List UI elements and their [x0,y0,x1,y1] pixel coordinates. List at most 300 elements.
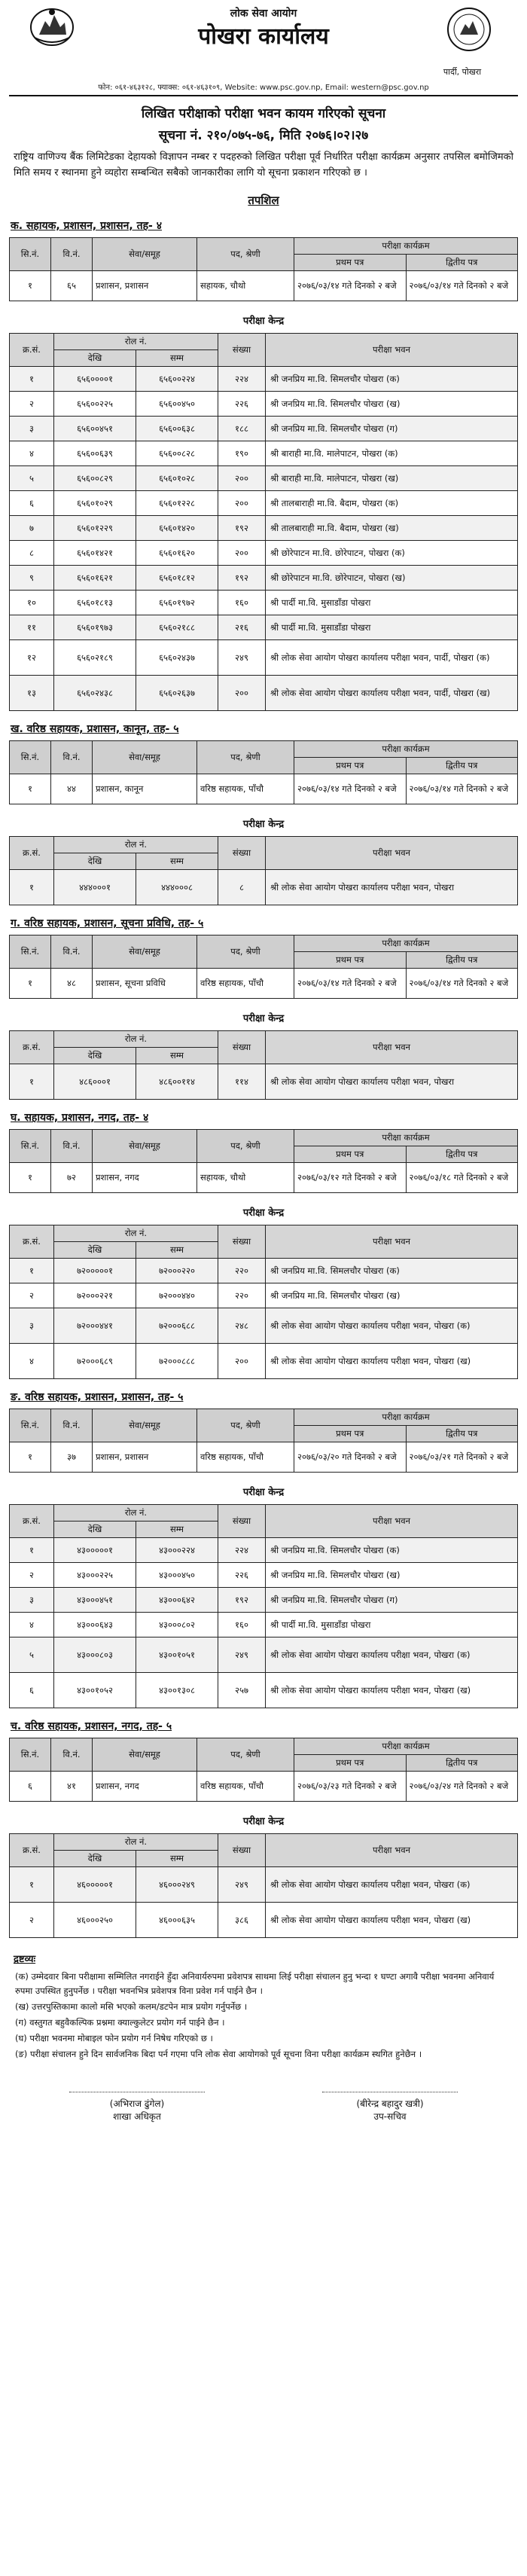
roll-to: ७२०००६८८ [136,1308,218,1344]
header-hall: परीक्षा भवन [266,1505,518,1538]
centre-sn: ८ [10,541,54,566]
header-count: संख्या [218,1031,266,1064]
program-advt: ६५ [51,271,93,301]
exam-hall: श्री जनप्रिय मा.वि. सिमलचौर पोखरा (क) [266,1259,518,1283]
header-program: परीक्षा कार्यक्रम [294,238,518,255]
roll-from: ६५६०१८१३ [54,591,136,615]
header-roll: रोल नं. [54,1031,218,1048]
roll-from: ४३०००८०३ [54,1637,136,1673]
candidate-count: १८८ [218,417,266,441]
header-service: सेवा/समूह [93,1738,197,1772]
header-first-paper: प्रथम पत्र [294,1426,407,1442]
roll-to: ६५६००६३८ [136,417,218,441]
exam-hall: श्री लोक सेवा आयोग पोखरा कार्यालय परीक्षा भवन, पोखरा (क) [266,1308,518,1344]
candidate-count: १९२ [218,1588,266,1613]
candidate-count: ३८६ [218,1903,266,1938]
header-hall: परीक्षा भवन [266,334,518,367]
header-second-paper: द्वितीय पत्र [406,758,518,774]
program-sn: ६ [10,1772,51,1802]
exam-program-table [9,1129,518,1193]
header-hall: परीक्षा भवन [266,1225,518,1259]
centre-sn: १० [10,591,54,615]
roll-from: ४३०००२२५ [54,1563,136,1588]
program-first-paper-date: २०७६/०३/२० गते दिनको २ बजे [294,1442,407,1473]
table-row [10,870,518,905]
office-place: पार्दी, पोखरा [443,67,482,77]
header-hall: परीक्षा भवन [266,1834,518,1867]
header-sn: सि.नं. [10,238,51,271]
header-kra: क्र.सं. [10,1225,54,1259]
note-item: (घ) परीक्षा भवनमा मोबाइल फोन प्रयोग गर्न निषेध गरिएको छ । [15,2033,213,2043]
notes-list [15,1970,512,2062]
note-item: (ङ) परीक्षा संचालन हुने दिन सार्वजनिक बिदा पर्न गएमा पनि लोक सेवा आयोगको पूर्व सूचना विना परीक्षा कार्यक्रम स्थगित हुनेछैन । [15,2049,422,2059]
roll-to: ४३०००४५० [136,1563,218,1588]
centre-sn: ६ [10,1673,54,1708]
exam-hall: श्री तालबाराही मा.वि. बैदाम, पोखरा (ख) [266,516,518,541]
program-advt: ३७ [51,1442,93,1473]
exam-hall: श्री लोक सेवा आयोग पोखरा कार्यालय परीक्षा भवन, पोखरा (ख) [266,1903,518,1938]
table-row [10,1259,518,1283]
centre-sn: २ [10,392,54,417]
exam-section [9,722,518,905]
header-kra: क्र.सं. [10,1031,54,1064]
header-roll-from: देखि [54,350,136,367]
header-sn: सि.नं. [10,935,51,969]
exam-centre-table [9,333,518,711]
exam-section [9,916,518,1100]
roll-to: ६५६०२६३७ [136,676,218,711]
candidate-count: २४९ [218,640,266,676]
program-first-paper-date: २०७६/०३/१४ गते दिनको २ बजे [294,774,407,804]
candidate-count: १९२ [218,566,266,591]
candidate-count: २४९ [218,1637,266,1673]
header-roll-from: देखि [54,1851,136,1867]
header-service: सेवा/समूह [93,1130,197,1163]
candidate-count: २०० [218,541,266,566]
header-roll-from: देखि [54,1521,136,1538]
table-row [10,1308,518,1344]
candidate-count: २०० [218,1344,266,1379]
centre-sn: ३ [10,417,54,441]
header-program: परीक्षा कार्यक्रम [294,741,518,758]
program-first-paper-date: २०७६/०३/१२ गते दिनको २ बजे [294,1163,407,1193]
exam-sections [9,218,518,1938]
table-row [10,1588,518,1613]
program-sn: १ [10,774,51,804]
header-first-paper: प्रथम पत्र [294,255,407,271]
table-row [10,441,518,466]
exam-hall: श्री बाराही मा.वि. मालेपाटन, पोखरा (ख) [266,466,518,491]
program-advt: ४१ [51,1772,93,1802]
header-advt: वि.नं. [51,238,93,271]
exam-hall: श्री जनप्रिय मा.वि. सिमलचौर पोखरा (ख) [266,1283,518,1308]
header-sn: सि.नं. [10,1409,51,1442]
centre-sn: ६ [10,491,54,516]
signatory-name: (बीरेन्द्र बहादुर खत्री) [356,2098,424,2109]
exam-hall: श्री जनप्रिय मा.वि. सिमलचौर पोखरा (ग) [266,1588,518,1613]
program-sn: १ [10,969,51,999]
section-heading: ङ. वरिष्ठ सहायक, प्रशासन, प्रशासन, तह- ५ [11,1391,184,1403]
table-row [10,640,518,676]
roll-to: ६५६००८२८ [136,441,218,466]
table-row [10,1673,518,1708]
header-roll: रोल नं. [54,334,218,350]
roll-from: ४३०००६४३ [54,1613,136,1637]
roll-to: ६५६०१८१२ [136,566,218,591]
roll-from: ७२०००४४१ [54,1308,136,1344]
centre-sn: १ [10,1259,54,1283]
header-roll: रोल नं. [54,1505,218,1521]
program-second-paper-date: २०७६/०३/२४ गते दिनको २ बजे [406,1772,518,1802]
centre-sn: १२ [10,640,54,676]
candidate-count: २५७ [218,1673,266,1708]
roll-from: ४६०००२५० [54,1903,136,1938]
header-roll-to: सम्म [136,1521,218,1538]
notice-number: सूचना नं. २१०/०७५-७६, मिति २०७६।०२।२७ [158,128,369,143]
table-row [10,392,518,417]
org-name-small: लोक सेवा आयोग [230,8,297,20]
centre-sn: १३ [10,676,54,711]
signature-left [54,2092,220,2123]
header-count: संख्या [218,1834,266,1867]
header-program: परीक्षा कार्यक्रम [294,1130,518,1146]
header-rule [9,95,518,96]
exam-program-table [9,935,518,999]
exam-hall: श्री तालबाराही मा.वि. बैदाम, पोखरा (क) [266,491,518,516]
header-second-paper: द्वितीय पत्र [406,1426,518,1442]
candidate-count: २२० [218,1259,266,1283]
roll-from: ६५६०१९७३ [54,615,136,640]
header-advt: वि.नं. [51,1130,93,1163]
exam-program-table [9,740,518,804]
program-level: सहायक, चौथो [197,271,294,301]
roll-to: ६५६०१२२८ [136,491,218,516]
exam-hall: श्री लोक सेवा आयोग पोखरा कार्यालय परीक्षा भवन, पोखरा (ख) [266,1344,518,1379]
exam-section [9,1719,518,1938]
program-level: वरिष्ठ सहायक, पाँचौ [197,969,294,999]
header-first-paper: प्रथम पत्र [294,952,407,969]
candidate-count: २०० [218,466,266,491]
program-advt: ७२ [51,1163,93,1193]
program-second-paper-date: २०७६/०३/१८ गते दिनको २ बजे [406,1163,518,1193]
header-advt: वि.नं. [51,935,93,969]
roll-to: ७२०००२२० [136,1259,218,1283]
signature-block [9,2092,518,2159]
centre-sn: १ [10,870,54,905]
exam-section [9,1390,518,1708]
header-advt: वि.नं. [51,1738,93,1772]
centre-sn: १ [10,1867,54,1903]
section-heading: घ. सहायक, प्रशासन, नगद, तह- ४ [11,1112,149,1124]
header-roll-to: सम्म [136,1048,218,1064]
header-count: संख्या [218,334,266,367]
centre-sn: ४ [10,1344,54,1379]
table-row [10,1064,518,1100]
exam-hall: श्री लोक सेवा आयोग पोखरा कार्यालय परीक्षा भवन, पोखरा (क) [266,1867,518,1903]
roll-to: ७२०००८८८ [136,1344,218,1379]
roll-to: ६५६०१०२८ [136,466,218,491]
exam-hall: श्री पार्दी मा.वि. मुसाडाँडा पोखरा [266,615,518,640]
exam-hall: श्री लोक सेवा आयोग पोखरा कार्यालय परीक्षा भवन, पार्दी, पोखरा (क) [266,640,518,676]
centre-sn: २ [10,1903,54,1938]
roll-from: ४३०००४५१ [54,1588,136,1613]
centre-heading: परीक्षा केन्द्र [242,316,285,327]
program-advt: ४४ [51,774,93,804]
centre-sn: ५ [10,1637,54,1673]
note-item: (क) उम्मेदवार बिना परीक्षामा सम्मिलित नगराईने हुँदा अनिवार्यरुपमा प्रवेशपत्र साथमा लिई परीक्षा संचालन हुनु भन्दा १ घण्टा अगावै परीक्षा भवनमा अनिवार्य रुपमा उपस्थित हुनुपर्नेछ । परीक्षा भवनभित्र प्रवेशपत्र विना प्रवेश गर्न पाईने छैन । [15,1971,495,1996]
roll-from: ६५६०२१८९ [54,640,136,676]
candidate-count: २४९ [218,1867,266,1903]
candidate-count: १९० [218,441,266,466]
header-second-paper: द्वितीय पत्र [406,1146,518,1163]
signatory-title: शाखा अधिकृत [113,2111,161,2122]
centre-sn: ५ [10,466,54,491]
psc-office-logo-icon [446,6,492,53]
table-row [10,516,518,541]
contact-line: फोन: ०६१-४६३१२८, फ्याक्स: ०६१-४६३१०९, Website: www.psc.gov.np, Email: western@psc.gov.np [98,84,429,92]
header-advt: वि.नं. [51,741,93,774]
section-heading: च. वरिष्ठ सहायक, प्रशासन, नगद, तह- ५ [11,1720,172,1732]
roll-to: ४३०००८०२ [136,1613,218,1637]
centre-sn: ७ [10,516,54,541]
program-advt: ४८ [51,969,93,999]
exam-hall: श्री जनप्रिय मा.वि. सिमलचौर पोखरा (ग) [266,417,518,441]
candidate-count: ११४ [218,1064,266,1100]
program-service: प्रशासन, कानून [93,774,197,804]
header-first-paper: प्रथम पत्र [294,1146,407,1163]
table-row [10,417,518,441]
notes-title: द्रष्टव्यः [14,1954,36,1965]
program-second-paper-date: २०७६/०३/२१ गते दिनको २ बजे [406,1442,518,1473]
candidate-count: २२० [218,1283,266,1308]
table-row [10,676,518,711]
roll-from: ७२०००२२१ [54,1283,136,1308]
notice-intro: राष्ट्रिय वाणिज्य बैंक लिमिटेडका देहायको विज्ञापन नम्बर र पदहरुको लिखित परीक्षा पूर्व निर्धारित परीक्षा कार्यक्रम अनुसार तपसिल बमोजिमको मिति समय र स्थानमा हुने व्यहोरा सम्बन्धित सबैको जानकारीका लागि यो सूचना प्रकाशन गरिएको छ । [14,151,513,179]
table-row [10,566,518,591]
header-program: परीक्षा कार्यक्रम [294,1409,518,1426]
header-roll-from: देखि [54,853,136,870]
table-row [10,1903,518,1938]
program-service: प्रशासन, नगद [93,1772,197,1802]
centre-sn: ९ [10,566,54,591]
roll-from: ६५६०१६२१ [54,566,136,591]
exam-centre-table [9,1030,518,1100]
roll-from: ६५६००८२९ [54,466,136,491]
candidate-count: २०० [218,676,266,711]
program-sn: १ [10,1442,51,1473]
roll-to: ४३००१०५१ [136,1637,218,1673]
header-roll-to: सम्म [136,350,218,367]
exam-section [9,1110,518,1379]
roll-to: ४३०००६४२ [136,1588,218,1613]
program-service: प्रशासन, प्रशासन [93,1442,197,1473]
table-row [10,1344,518,1379]
header-roll-from: देखि [54,1242,136,1259]
office-name: पोखरा कार्यालय [198,23,329,50]
candidate-count: २२६ [218,1563,266,1588]
exam-hall: श्री लोक सेवा आयोग पोखरा कार्यालय परीक्षा भवन, पार्दी, पोखरा (ख) [266,676,518,711]
centre-sn: १ [10,367,54,392]
header-roll-to: सम्म [136,1851,218,1867]
header-service: सेवा/समूह [93,1409,197,1442]
roll-to: ७२०००४४० [136,1283,218,1308]
details-heading: तपशिल [248,194,279,207]
exam-centre-table [9,836,518,905]
roll-from: ६५६०२४३८ [54,676,136,711]
centre-sn: ११ [10,615,54,640]
signatory-title: उप-सचिव [373,2111,407,2122]
program-sn: १ [10,271,51,301]
header-count: संख्या [218,837,266,870]
candidate-count: १६० [218,591,266,615]
centre-sn: ३ [10,1308,54,1344]
centre-heading: परीक्षा केन्द्र [242,1207,285,1219]
header-roll-from: देखि [54,1048,136,1064]
header-advt: वि.नं. [51,1409,93,1442]
program-level: वरिष्ठ सहायक, पाँचौ [197,1442,294,1473]
program-level: वरिष्ठ सहायक, पाँचौ [197,1772,294,1802]
table-row [10,541,518,566]
header-level: पद, श्रेणी [197,741,294,774]
header-program: परीक्षा कार्यक्रम [294,935,518,952]
note-item: (ख) उत्तरपुस्तिकामा कालो मसि भएको कलम/डटपेन मात्र प्रयोग गर्नुपर्नेछ । [15,2001,248,2012]
section-heading: ख. वरिष्ठ सहायक, प्रशासन, कानून, तह- ५ [11,723,179,735]
roll-to: ४४४०००८ [136,870,218,905]
exam-program-table [9,1409,518,1473]
table-row [10,1538,518,1563]
centre-sn: ३ [10,1588,54,1613]
header-level: पद, श्रेणी [197,1738,294,1772]
exam-hall: श्री लोक सेवा आयोग पोखरा कार्यालय परीक्षा भवन, पोखरा [266,870,518,905]
exam-centre-table [9,1833,518,1938]
roll-to: ४३००१३०८ [136,1673,218,1708]
exam-hall: श्री पार्दी मा.वि. मुसाडाँडा पोखरा [266,591,518,615]
program-level: वरिष्ठ सहायक, पाँचौ [197,774,294,804]
header-program: परीक्षा कार्यक्रम [294,1738,518,1755]
candidate-count: २०० [218,491,266,516]
candidate-count: २१६ [218,615,266,640]
exam-hall: श्री जनप्रिय मा.वि. सिमलचौर पोखरा (क) [266,367,518,392]
centre-sn: ४ [10,1613,54,1637]
roll-from: ४८६०००१ [54,1064,136,1100]
roll-from: ४६०००००१ [54,1867,136,1903]
program-first-paper-date: २०७६/०३/१४ गते दिनको २ बजे [294,271,407,301]
candidate-count: १६० [218,1613,266,1637]
roll-to: ४६०००६३५ [136,1903,218,1938]
header-first-paper: प्रथम पत्र [294,758,407,774]
program-service: प्रशासन, प्रशासन [93,271,197,301]
exam-program-table [9,1738,518,1802]
roll-to: ४६०००२४९ [136,1867,218,1903]
roll-from: ४४४०००१ [54,870,136,905]
roll-from: ६५६००२२५ [54,392,136,417]
exam-hall: श्री छोरेपाटन मा.वि. छोरेपाटन, पोखरा (क) [266,541,518,566]
header-service: सेवा/समूह [93,238,197,271]
roll-to: ६५६०१४२० [136,516,218,541]
exam-program-table [9,237,518,301]
exam-centre-table [9,1225,518,1379]
header-hall: परीक्षा भवन [266,837,518,870]
table-row [10,1283,518,1308]
roll-to: ४८६००११४ [136,1064,218,1100]
roll-from: ६५६०१०२९ [54,491,136,516]
candidate-count: १९२ [218,516,266,541]
centre-sn: १ [10,1064,54,1100]
roll-from: ६५६०१२२९ [54,516,136,541]
exam-section [9,218,518,711]
signatory-name: (अभिराज ढुंगेल) [109,2098,165,2109]
roll-from: ६५६००४५१ [54,417,136,441]
program-first-paper-date: २०७६/०३/१४ गते दिनको २ बजे [294,969,407,999]
program-second-paper-date: २०७६/०३/१४ गते दिनको २ बजे [406,774,518,804]
header-roll-to: सम्म [136,853,218,870]
program-service: प्रशासन, नगद [93,1163,197,1193]
exam-hall: श्री जनप्रिय मा.वि. सिमलचौर पोखरा (ख) [266,1563,518,1588]
header-roll: रोल नं. [54,1834,218,1851]
header-level: पद, श्रेणी [197,935,294,969]
letterhead [9,0,518,95]
exam-hall: श्री लोक सेवा आयोग पोखरा कार्यालय परीक्षा भवन, पोखरा (क) [266,1637,518,1673]
roll-to: ६५६०१९७२ [136,591,218,615]
header-kra: क्र.सं. [10,1834,54,1867]
centre-heading: परीक्षा केन्द्र [242,1013,285,1024]
candidate-count: २२४ [218,1538,266,1563]
notice-title: लिखित परीक्षाको परीक्षा भवन कायम गरिएको सूचना [141,106,386,121]
program-level: सहायक, चौथो [197,1163,294,1193]
roll-from: ६५६००६३९ [54,441,136,466]
header-count: संख्या [218,1505,266,1538]
header-level: पद, श्रेणी [197,1409,294,1442]
header-roll-to: सम्म [136,1242,218,1259]
roll-from: ६५६००००१ [54,367,136,392]
program-second-paper-date: २०७६/०३/१४ गते दिनको २ बजे [406,271,518,301]
program-sn: १ [10,1163,51,1193]
exam-hall: श्री पार्दी मा.वि. मुसाडाँडा पोखरा [266,1613,518,1637]
centre-sn: २ [10,1563,54,1588]
roll-to: ६५६००४५० [136,392,218,417]
candidate-count: २२४ [218,367,266,392]
header-second-paper: द्वितीय पत्र [406,1755,518,1772]
roll-from: ४३०००००१ [54,1538,136,1563]
header-service: सेवा/समूह [93,935,197,969]
centre-sn: १ [10,1538,54,1563]
header-kra: क्र.सं. [10,1505,54,1538]
candidate-count: २४८ [218,1308,266,1344]
exam-hall: श्री लोक सेवा आयोग पोखरा कार्यालय परीक्षा भवन, पोखरा [266,1064,518,1100]
roll-to: ६५६०२१८८ [136,615,218,640]
header-sn: सि.नं. [10,1738,51,1772]
header-roll: रोल नं. [54,1225,218,1242]
header-level: पद, श्रेणी [197,1130,294,1163]
table-row [10,1637,518,1673]
program-service: प्रशासन, सूचना प्रविधि [93,969,197,999]
candidate-count: ८ [218,870,266,905]
header-count: संख्या [218,1225,266,1259]
table-row [10,491,518,516]
roll-to: ६५६०२४३७ [136,640,218,676]
candidate-count: २२६ [218,392,266,417]
header-sn: सि.नं. [10,741,51,774]
exam-hall: श्री जनप्रिय मा.वि. सिमलचौर पोखरा (क) [266,1538,518,1563]
exam-hall: श्री छोरेपाटन मा.वि. छोरेपाटन, पोखरा (ख) [266,566,518,591]
centre-heading: परीक्षा केन्द्र [242,1487,285,1498]
header-hall: परीक्षा भवन [266,1031,518,1064]
header-sn: सि.नं. [10,1130,51,1163]
roll-to: ६५६००२२४ [136,367,218,392]
centre-sn: ४ [10,441,54,466]
exam-hall: श्री बाराही मा.वि. मालेपाटन, पोखरा (क) [266,441,518,466]
exam-hall: श्री लोक सेवा आयोग पोखरा कार्यालय परीक्षा भवन, पोखरा (ख) [266,1673,518,1708]
